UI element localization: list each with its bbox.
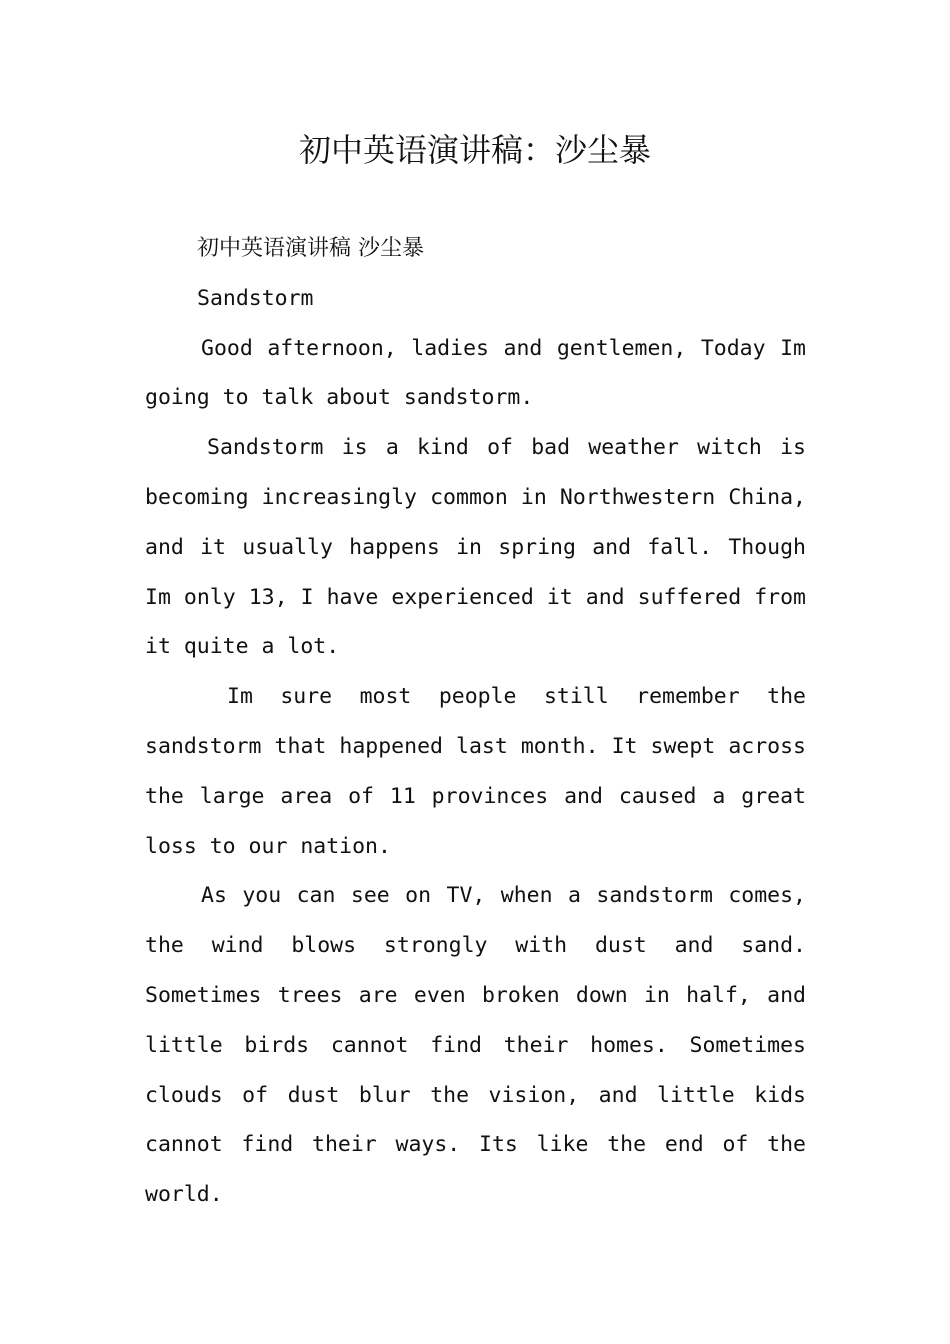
greeting-paragraph: Good afternoon, ladies and gentlemen, Today Im going to talk about sandstorm. — [145, 335, 806, 411]
sandstorm-definition-paragraph: Sandstorm is a kind of bad weather witch is becoming increasingly common in Northwestern China, and it usually happens in spring and fall. Though Im only 13, I have experienced it and suffered from it quite a lot. — [145, 435, 806, 660]
heading-paragraph: Sandstorm — [197, 285, 314, 311]
document-title: 初中英语演讲稿：沙尘暴 — [298, 131, 651, 169]
last-month-paragraph: Im sure most people still remember the sandstorm that happened last month. It swept across the large area of 11 provinces and caused a great loss to our nation. — [145, 684, 806, 859]
document-body — [145, 224, 806, 1220]
tv-description-paragraph: As you can see on TV, when a sandstorm comes, the wind blows strongly with dust and sand. Sometimes trees are even broken down in half, and little birds cannot find their homes. Sometimes clouds of dust blur the vision, and little kids cannot find their ways. Its like the end of the world. — [145, 883, 806, 1208]
subtitle-paragraph: 初中英语演讲稿 沙尘暴 — [197, 236, 424, 261]
